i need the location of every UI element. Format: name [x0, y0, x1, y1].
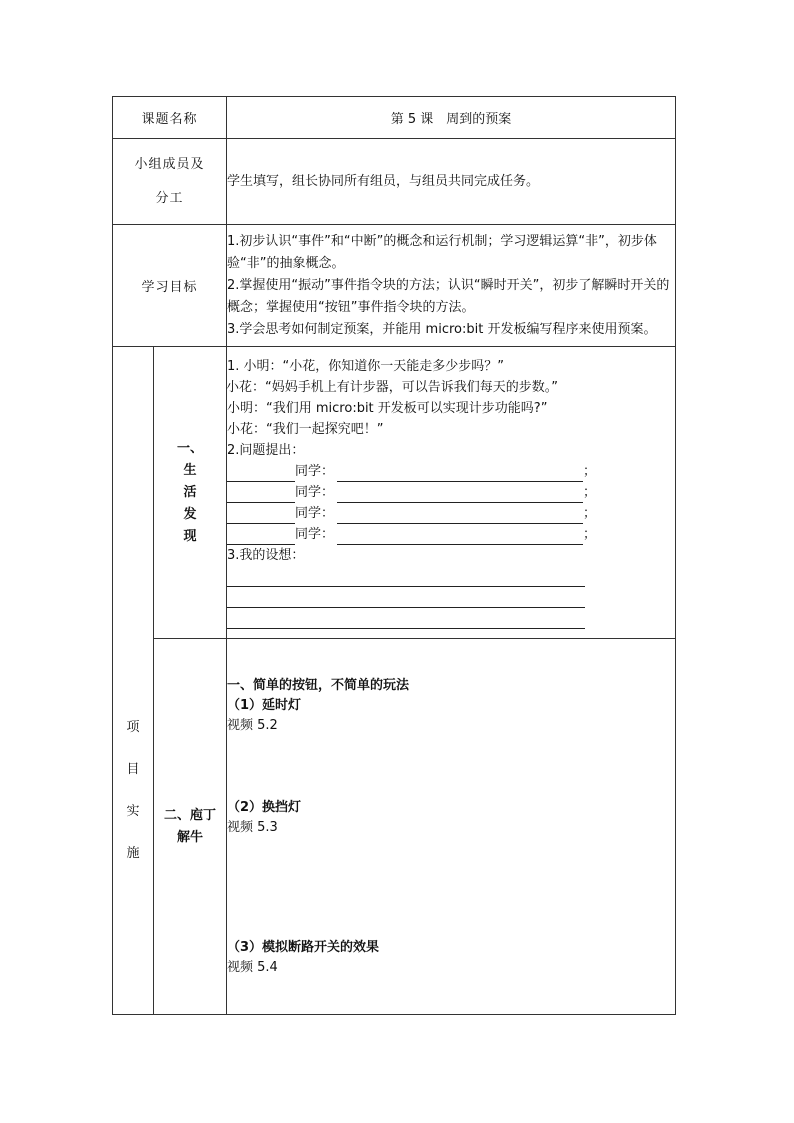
student-label: 同学：	[295, 506, 335, 521]
group-members-label	[113, 139, 227, 225]
life-discovery-label	[154, 347, 227, 639]
row-end-mark: ；	[583, 527, 597, 542]
dialogue-line: 小花：“我们一起探究吧！”	[227, 422, 384, 437]
group-members-value: 学生填写，组长协同所有组员，与组员共同完成任务。	[227, 139, 676, 225]
student-label: 同学：	[295, 527, 335, 542]
question-fill-row	[227, 482, 675, 503]
video-reference: 视频 5.4	[227, 959, 278, 975]
activity-title: （2）换挡灯	[227, 799, 302, 815]
student-name-blank[interactable]	[227, 488, 295, 503]
question-answer-blank[interactable]	[337, 530, 583, 545]
video-reference: 视频 5.2	[227, 717, 278, 733]
project-label-char: 目	[126, 761, 140, 777]
row-learning-goals	[113, 225, 676, 347]
learning-goal-item: 2.掌握使用“振动”事件指令块的方法；认识“瞬时开关”，初步了解瞬时开关的概念；掌握使用“按钮”事件指令块的方法。	[227, 277, 670, 315]
student-label: 同学：	[295, 485, 335, 500]
analysis-label-line2: 解牛	[177, 829, 204, 845]
learning-goal-item: 3.学会思考如何制定预案，并能用 micro:bit 开发板编写程序来使用预案。	[227, 321, 657, 337]
life-label-char: 发	[183, 506, 197, 522]
row-analysis	[113, 639, 676, 1015]
row-end-mark: ；	[583, 464, 597, 479]
idea-blank-line[interactable]	[227, 608, 585, 629]
group-members-label-line2: 分工	[155, 190, 184, 206]
video-reference: 视频 5.3	[227, 819, 278, 835]
life-discovery-content	[227, 347, 676, 639]
project-implementation-label	[113, 347, 154, 1015]
dialogue-line: 小花：“妈妈手机上有计步器，可以告诉我们每天的步数。”	[226, 380, 558, 395]
row-lesson-title	[113, 97, 676, 139]
idea-blank-line[interactable]	[227, 566, 585, 587]
analysis-label-line1: 二、庖丁	[164, 807, 217, 823]
row-group-members	[113, 139, 676, 225]
lesson-title-label: 课题名称	[113, 97, 227, 139]
question-answer-blank[interactable]	[337, 509, 583, 524]
question-answer-blank[interactable]	[337, 467, 583, 482]
idea-blank-line[interactable]	[227, 587, 585, 608]
project-label-char: 项	[126, 719, 140, 735]
student-name-blank[interactable]	[227, 467, 295, 482]
question-answer-blank[interactable]	[337, 488, 583, 503]
dialogue-line: 小明：“我们用 micro:bit 开发板可以实现计步功能吗?”	[227, 401, 548, 416]
student-name-blank[interactable]	[227, 509, 295, 524]
question-heading: 2.问题提出：	[227, 443, 305, 458]
question-fill-row	[227, 503, 675, 524]
question-fill-row	[227, 461, 675, 482]
analysis-label	[154, 639, 227, 1015]
row-end-mark: ；	[583, 485, 597, 500]
row-end-mark: ；	[583, 506, 597, 521]
life-label-char: 生	[183, 462, 197, 478]
idea-heading: 3.我的设想：	[227, 548, 305, 563]
project-label-char: 实	[126, 803, 140, 819]
learning-goals-label: 学习目标	[113, 225, 227, 347]
life-label-char: 一、	[177, 440, 204, 456]
life-label-char: 活	[183, 484, 197, 500]
lesson-plan-table	[112, 96, 676, 1015]
student-label: 同学：	[295, 464, 335, 479]
project-label-char: 施	[126, 845, 140, 861]
row-life-discovery	[113, 347, 676, 639]
question-fill-row	[227, 524, 675, 545]
activity-title: （3）模拟断路开关的效果	[227, 939, 380, 955]
lesson-title-value: 第 5 课 周到的预案	[227, 97, 676, 139]
learning-goals-list	[227, 225, 676, 347]
student-name-blank[interactable]	[227, 530, 295, 545]
group-members-label-line1: 小组成员及	[134, 156, 205, 172]
analysis-heading: 一、简单的按钮，不简单的玩法	[227, 677, 410, 693]
analysis-content	[227, 639, 676, 1015]
dialogue-line: 1. 小明：“小花，你知道你一天能走多少步吗？”	[227, 359, 505, 374]
life-label-char: 现	[183, 528, 197, 544]
learning-goal-item: 1.初步认识“事件”和“中断”的概念和运行机制；学习逻辑运算“非”，初步体验“非”的抽象概念。	[227, 233, 657, 271]
activity-title: （1）延时灯	[227, 697, 302, 713]
